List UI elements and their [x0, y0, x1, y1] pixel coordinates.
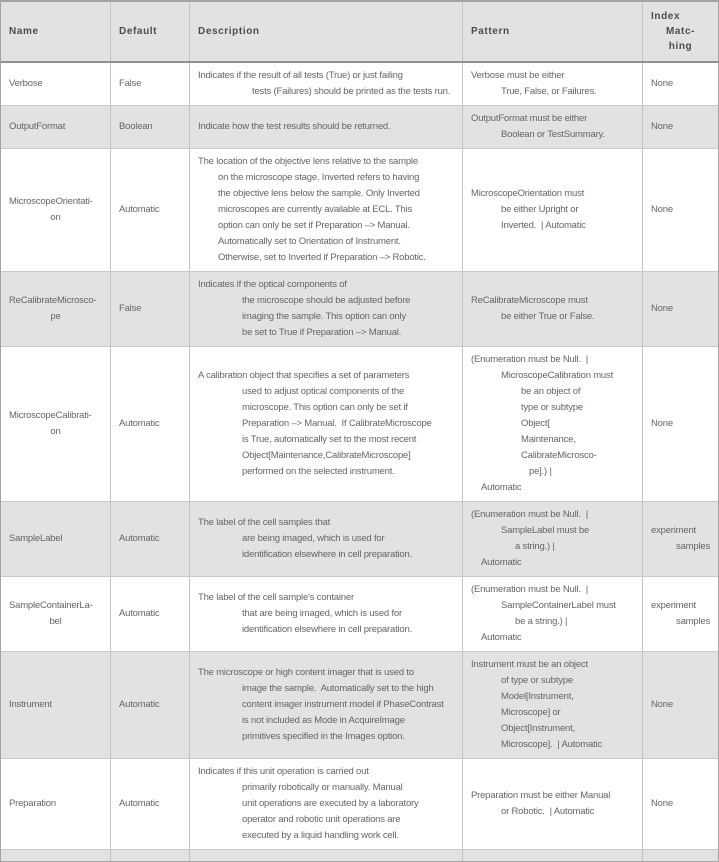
header-cell-pattern [462, 2, 642, 61]
cell-default [110, 272, 189, 346]
text-line: imaging the sample. This option can only [242, 311, 406, 322]
cell-pattern [462, 149, 642, 271]
text-line: None [651, 303, 673, 314]
text-line: Object[ [521, 418, 550, 429]
text-line: primarily robotically or manually. Manual [242, 782, 403, 793]
text-line: MicroscopeOrientation must [471, 188, 585, 199]
text-line: primitives specified in the Images option. [242, 731, 405, 742]
cell-pattern [462, 850, 642, 861]
text-line: None [651, 699, 673, 710]
text-line: Boolean [119, 121, 153, 132]
cell-index [642, 347, 718, 501]
text-line: Matc- [665, 26, 696, 37]
cell-index [642, 577, 718, 651]
cell-name [1, 347, 110, 501]
text-line: MicroscopeCalibrati- [9, 410, 92, 421]
cell-index [642, 149, 718, 271]
cell-default [110, 63, 189, 105]
text-line: unit operations are executed by a laboratory [242, 798, 419, 809]
text-line: SampleContainerLabel must [501, 600, 616, 611]
text-line: Inverted. | Automatic [501, 220, 586, 231]
cell-default [110, 577, 189, 651]
cell-name [1, 502, 110, 576]
text-line: CalibrateMicrosco- [521, 450, 597, 461]
cell-description [189, 63, 462, 105]
cell-index [642, 652, 718, 758]
text-line: Default [119, 26, 158, 37]
text-line: None [651, 204, 673, 215]
text-line: The location of the objective lens relative to the sample [198, 156, 418, 167]
text-line: microscopes are currently available at ECL. This [218, 204, 413, 215]
table-row-SampleContainerLabel [1, 576, 718, 651]
text-line: Pattern [471, 26, 510, 37]
cell-pattern [462, 502, 642, 576]
cell-pattern [462, 347, 642, 501]
text-line: image the sample. Automatically set to the high [242, 683, 434, 694]
cell-pattern [462, 272, 642, 346]
cell-name [1, 272, 110, 346]
table-row-SampleLabel [1, 501, 718, 576]
text-line: Object[Maintenance,CalibrateMicroscope] [242, 450, 411, 461]
text-line: Automatic [119, 608, 160, 619]
text-line: False [119, 303, 142, 314]
text-line: ReCalibrateMicrosco- [9, 295, 97, 306]
text-line: tests (Failures) should be printed as the tests run. [252, 86, 451, 97]
cell-name [1, 850, 110, 861]
table-row-OutputFormat [1, 105, 718, 148]
text-line: executed by a liquid handling work cell. [242, 830, 399, 841]
cell-name [1, 149, 110, 271]
text-line: performed on the selected instrument. [242, 466, 395, 477]
text-line: Automatically set to Orientation of Instrument. [218, 236, 401, 247]
text-line: Indicates if the optical components of [198, 279, 347, 290]
table-header-row [1, 2, 718, 63]
text-line: be either Upright or [501, 204, 579, 215]
text-line: experiment [651, 525, 696, 536]
text-line: Automatic [481, 482, 522, 493]
text-line: Otherwise, set to Inverted if Preparation –> Robotic. [218, 252, 426, 263]
header-cell-description [189, 2, 462, 61]
header-cell-name [1, 2, 110, 61]
text-line: (Enumeration must be Null. | [471, 584, 589, 595]
table-row-Preparation [1, 758, 718, 849]
text-line: SampleLabel must be [501, 525, 590, 536]
cell-index [642, 272, 718, 346]
text-line: Preparation –> Manual. If CalibrateMicroscope [242, 418, 432, 429]
text-line: (Enumeration must be Null. | [471, 509, 589, 520]
text-line: The microscope or high content imager that is used to [198, 667, 414, 678]
table-row-MicroscopeCalibration [1, 346, 718, 501]
text-line: None [651, 798, 673, 809]
text-line: hing [668, 41, 693, 52]
text-line: False [119, 78, 142, 89]
table-row-ReCalibrateMicroscope [1, 271, 718, 346]
text-line: A calibration object that specifies a set of parameters [198, 370, 410, 381]
text-line: Preparation [9, 798, 56, 809]
text-line: is not included as Mode in AcquireImage [242, 715, 405, 726]
cell-description [189, 149, 462, 271]
text-line: Instrument [9, 699, 52, 710]
text-line: Automatic [119, 798, 160, 809]
text-line: ReCalibrateMicroscope must [471, 295, 588, 306]
table-row-MicroscopeOrientation [1, 148, 718, 271]
text-line: Indicates if the result of all tests (True) or just failing [198, 70, 403, 81]
cell-description [189, 272, 462, 346]
cell-pattern [462, 63, 642, 105]
cell-default [110, 149, 189, 271]
text-line: of type or subtype [501, 675, 573, 686]
text-line: Indicate how the test results should be returned. [198, 121, 391, 132]
cell-default [110, 652, 189, 758]
cell-description [189, 652, 462, 758]
header-cell-index [642, 2, 718, 61]
text-line: Description [198, 26, 260, 37]
text-line: Automatic [481, 557, 522, 568]
text-line: content imager instrument model if PhaseContrast [242, 699, 444, 710]
text-line: identification elsewhere in cell preparation. [242, 549, 413, 560]
cell-pattern [462, 577, 642, 651]
text-line: are being imaged, which is used for [242, 533, 385, 544]
cell-pattern [462, 759, 642, 849]
text-line: the microscope should be adjusted before [242, 295, 411, 306]
text-line: Automatic [119, 418, 160, 429]
text-line: bel [49, 616, 62, 627]
text-line: Preparation must be either Manual [471, 790, 611, 801]
text-line: SampleContainerLa- [9, 600, 93, 611]
cell-default [110, 759, 189, 849]
text-line: Maintenance, [521, 434, 576, 445]
text-line: pe].) | [529, 466, 552, 477]
text-line: Object[Instrument, [501, 723, 576, 734]
text-line: Index [651, 11, 681, 22]
text-line: that are being imaged, which is used for [242, 608, 402, 619]
text-line: or Robotic. | Automatic [501, 806, 595, 817]
cell-description [189, 106, 462, 148]
text-line: Verbose must be either [471, 70, 565, 81]
cell-name [1, 652, 110, 758]
cell-description [189, 850, 462, 861]
cell-name [1, 577, 110, 651]
text-line: on [50, 212, 61, 223]
text-line: Automatic [481, 632, 522, 643]
text-line: on the microscope stage. Inverted refers to having [218, 172, 420, 183]
text-line: type or subtype [521, 402, 583, 413]
text-line: (Enumeration must be Null. | [471, 354, 589, 365]
cell-index [642, 63, 718, 105]
cell-name [1, 63, 110, 105]
text-line: The label of the cell sample's container [198, 592, 354, 603]
text-line: Microscope] or [501, 707, 561, 718]
partial-next-row [1, 849, 718, 861]
text-line: MicroscopeOrientati- [9, 196, 93, 207]
text-line: the objective lens below the sample. Only Inverted [218, 188, 420, 199]
cell-default [110, 106, 189, 148]
cell-index [642, 106, 718, 148]
cell-default [110, 850, 189, 861]
text-line: experiment [651, 600, 696, 611]
text-line: be a string.) | [515, 616, 568, 627]
text-line: MicroscopeCalibration must [501, 370, 614, 381]
text-line: be an object of [521, 386, 581, 397]
text-line: microscope. This option can only be set if [242, 402, 408, 413]
text-line: operator and robotic unit operations are [242, 814, 401, 825]
text-line: OutputFormat must be either [471, 113, 588, 124]
table-row-Verbose [1, 63, 718, 105]
text-line: OutputFormat [9, 121, 66, 132]
cell-name [1, 106, 110, 148]
cell-default [110, 502, 189, 576]
text-line: option can only be set if Preparation –> Manual. [218, 220, 410, 231]
text-line: The label of the cell samples that [198, 517, 331, 528]
text-line: Indicates if this unit operation is carried out [198, 766, 369, 777]
text-line: Automatic [119, 533, 160, 544]
cell-pattern [462, 652, 642, 758]
cell-description [189, 502, 462, 576]
cell-index [642, 850, 718, 861]
text-line: Model[Instrument, [501, 691, 574, 702]
cell-default [110, 347, 189, 501]
text-line: pe [50, 311, 61, 322]
cell-index [642, 759, 718, 849]
text-line: None [651, 418, 673, 429]
cell-description [189, 577, 462, 651]
table-row-Instrument [1, 651, 718, 758]
text-line: on [50, 426, 61, 437]
cell-index [642, 502, 718, 576]
text-line: Verbose [9, 78, 43, 89]
text-line: samples [676, 616, 710, 627]
text-line: Name [9, 26, 39, 37]
text-line: SampleLabel [9, 533, 63, 544]
text-line: samples [676, 541, 710, 552]
text-line: Microscope]. | Automatic [501, 739, 602, 750]
text-line: be either True or False. [501, 311, 595, 322]
text-line: Boolean or TestSummary. [501, 129, 605, 140]
cell-name [1, 759, 110, 849]
text-line: Automatic [119, 204, 160, 215]
cell-pattern [462, 106, 642, 148]
text-line: None [651, 78, 673, 89]
header-cell-default [110, 2, 189, 61]
text-line: used to adjust optical components of the [242, 386, 405, 397]
text-line: True, False, or Failures. [501, 86, 597, 97]
table-body [1, 63, 718, 849]
text-line: Automatic [119, 699, 160, 710]
text-line: Instrument must be an object [471, 659, 588, 670]
text-line: None [651, 121, 673, 132]
text-line: be set to True if Preparation –> Manual. [242, 327, 402, 338]
text-line: a string.) | [515, 541, 555, 552]
text-line: identification elsewhere in cell preparation. [242, 624, 413, 635]
cell-description [189, 759, 462, 849]
text-line: is True, automatically set to the most recent [242, 434, 417, 445]
cell-description [189, 347, 462, 501]
